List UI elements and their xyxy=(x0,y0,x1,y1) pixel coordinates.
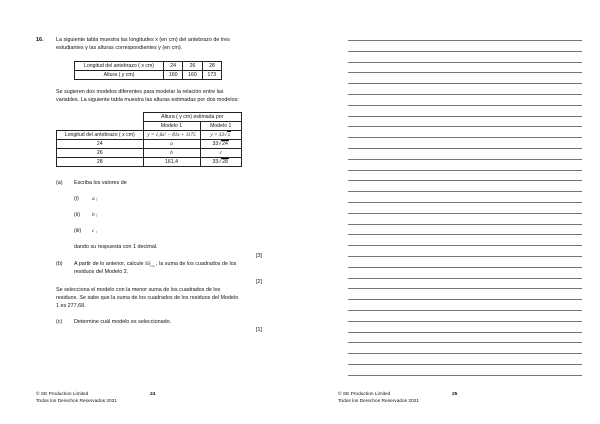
models-text-line-2: variables. La siguiente tabla muestra las alturas estimadas por dos modelos: xyxy=(56,97,239,103)
table2-a-cell: 161,4 xyxy=(143,158,200,167)
table2-model-header-a: Modelo 1 xyxy=(143,122,200,131)
table2-x-cell: 26 xyxy=(57,149,144,158)
answer-line xyxy=(348,126,582,127)
answer-line xyxy=(348,51,582,52)
selection-text-line-1: Se selecciona el modelo con la menor suma de los cuadrados de los xyxy=(56,287,221,293)
table2-a-cell: b xyxy=(143,149,200,158)
question-number: 16. xyxy=(36,37,44,43)
part-a-answer-note: dando su respuesta con 1 decimal. xyxy=(74,244,158,250)
table2-formula-b: y = 33√x xyxy=(200,131,242,140)
part-b-text: A partir de lo anterior, calcule $SS_{res}$ , la suma de los cuadrados de los xyxy=(74,261,237,269)
answer-line xyxy=(348,105,582,106)
answer-line xyxy=(348,321,582,322)
table1-cell: 160 xyxy=(164,71,183,80)
part-b-text-line-2: residuos del Modelo 2. xyxy=(74,269,129,275)
selection-text-line-3: 1 es 277,68. xyxy=(56,303,86,309)
selection-text-line-2: residuos. Se sabe que la suma de los cuadrados de los residuos del Modelo xyxy=(56,295,239,301)
answer-line xyxy=(348,353,582,354)
models-table xyxy=(56,112,242,167)
answer-line xyxy=(348,267,582,268)
answer-line xyxy=(348,213,582,214)
answer-line xyxy=(348,170,582,171)
part-a-label: (a) xyxy=(56,180,63,186)
models-text-line-1: Se sugieren dos modelos diferentes para modelar la relación entre las xyxy=(56,89,224,95)
footer-right-page-number: 25 xyxy=(452,392,458,397)
answer-line xyxy=(348,202,582,203)
table2-model-header-b: Modelo 1 xyxy=(200,122,242,131)
footer-left-copyright: © SE Production Limited xyxy=(36,392,89,397)
answer-line xyxy=(348,159,582,160)
part-c-label: (c) xyxy=(56,319,63,325)
footer-right-rights: Todos los Derechos Reservados 2021 xyxy=(338,399,420,404)
part-a-text: Escriba los valores de xyxy=(74,180,127,186)
answer-line xyxy=(348,180,582,181)
part-a-item-num: (i) xyxy=(74,196,79,202)
answer-line xyxy=(348,342,582,343)
table1-cell: 160 xyxy=(183,71,202,80)
part-b-marks: [2] xyxy=(256,279,262,285)
table1-row1-label: Longitud del antebrazo ( x cm) xyxy=(75,62,164,71)
footer-right-copyright: © SE Production Limited xyxy=(338,392,391,397)
table2-b-cell: c xyxy=(200,149,242,158)
part-a-item-var: c , xyxy=(92,228,98,234)
answer-line xyxy=(348,148,582,149)
table2-group-header: Altura ( y cm) estimada por xyxy=(143,113,242,122)
answer-line xyxy=(348,224,582,225)
answer-line xyxy=(348,94,582,95)
part-c-marks: [1] xyxy=(256,327,262,333)
answer-line xyxy=(348,116,582,117)
table1-cell: 26 xyxy=(183,62,202,71)
table2-b-cell: 33√24 xyxy=(200,140,242,149)
answer-line xyxy=(348,137,582,138)
data-table xyxy=(74,61,222,80)
table1-cell: 24 xyxy=(164,62,183,71)
table2-a-cell: a xyxy=(143,140,200,149)
answer-line xyxy=(348,40,582,41)
part-a-item-var: a ; xyxy=(92,196,98,202)
answer-line xyxy=(348,332,582,333)
answer-line xyxy=(348,62,582,63)
table2-x-cell: 24 xyxy=(57,140,144,149)
answer-line xyxy=(348,375,582,376)
part-a-item-num: (ii) xyxy=(74,212,80,218)
answer-line xyxy=(348,310,582,311)
answer-line xyxy=(348,256,582,257)
answer-line xyxy=(348,191,582,192)
footer-left-rights: Todos los Derechos Reservados 2021 xyxy=(36,399,118,404)
part-a-item-var: b ; xyxy=(92,212,98,218)
answer-line xyxy=(348,299,582,300)
answer-line xyxy=(348,234,582,235)
part-a-marks: [3] xyxy=(256,253,262,259)
part-b-label: (b) xyxy=(56,261,63,267)
answer-line xyxy=(348,278,582,279)
footer-left-page-number: 24 xyxy=(150,392,156,397)
question-intro-line-2: estudiantes y las alturas correspondientes y (en cm). xyxy=(56,45,183,51)
answer-line xyxy=(348,288,582,289)
answer-line xyxy=(348,83,582,84)
table1-cell: 28 xyxy=(202,62,221,71)
part-a-item-num: (iii) xyxy=(74,228,82,234)
answer-line xyxy=(348,364,582,365)
table2-col-label: Longitud del antebrazo ( x cm) xyxy=(57,131,144,140)
answer-line xyxy=(348,72,582,73)
question-intro-line-1: La siguiente tabla muestra las longitudes x (en cm) del antebrazo de tres xyxy=(56,37,230,43)
answer-line xyxy=(348,245,582,246)
table2-formula-a: y = 1,6x² − 81x + 1175 xyxy=(143,131,200,140)
table2-x-cell: 28 xyxy=(57,158,144,167)
table2-b-cell: 33√28 xyxy=(200,158,242,167)
part-c-text: Determine cuál modelo es seleccionado. xyxy=(74,319,172,325)
table1-row2-label: Altura ( y cm) xyxy=(75,71,164,80)
table1-cell: 173 xyxy=(202,71,221,80)
